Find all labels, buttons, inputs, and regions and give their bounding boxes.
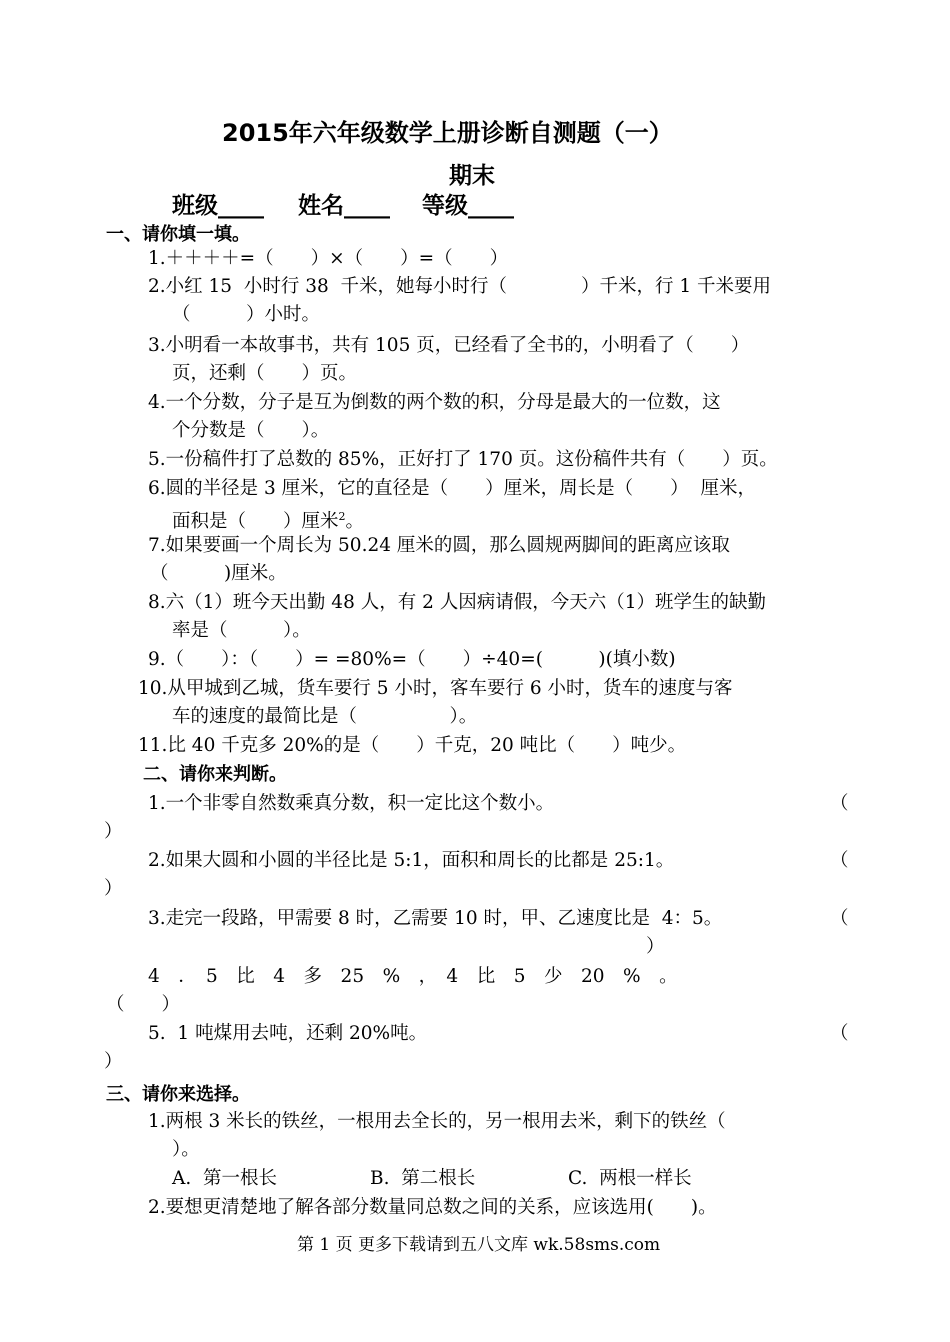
judge-2-paren-open: （	[830, 850, 849, 871]
question-6-text: 面积是（ ）厘米	[172, 511, 339, 533]
judge-2-paren-close: ）	[104, 878, 123, 899]
judge-1-paren-close: ）	[104, 821, 123, 842]
question-4-line2: 个分数是（ ）。	[172, 420, 330, 441]
judge-5-paren-open: （	[830, 1023, 849, 1044]
page-title: 2015年六年级数学上册诊断自测题（一）	[222, 119, 673, 147]
section-heading: 三、请你来选择。	[106, 1084, 250, 1105]
question-10-line2: 车的速度的最简比是（ ）。	[172, 706, 478, 727]
question-4-line1: 4.一个分数，分子是互为倒数的两个数的积，分母是最大的一位数，这	[148, 392, 721, 413]
question-8-line1: 8.六（1）班今天出勤 48 人，有 2 人因病请假，今天六（1）班学生的缺勤	[148, 592, 767, 613]
question-5: 5.一份稿件打了总数的 85%，正好打了 170 页。这份稿件共有（ ）页。	[148, 449, 778, 470]
judge-5: 5. 1 吨煤用去吨，还剩 20%吨。	[148, 1023, 428, 1044]
superscript-2: 2	[338, 510, 346, 523]
judge-4-paren: （ ）	[106, 994, 181, 1015]
question-9: 9.（ ）：（ ）= =80%=（ ）÷40=( )(填小数)	[148, 649, 676, 670]
judge-3: 3.走完一段路，甲需要 8 时，乙需要 10 时，甲、乙速度比是 4：5。	[148, 908, 723, 929]
question-7-line2: （ )厘米。	[150, 563, 287, 584]
question-1: 1.＋＋＋＋=（ ）×（ ）=（ ）	[148, 248, 509, 269]
choice-1-line2: ）。	[172, 1139, 200, 1160]
choice-1-line1: 1.两根 3 米长的铁丝，一根用去全长的，另一根用去米，剩下的铁丝（	[148, 1111, 726, 1132]
choice-1-option-c: C. 两根一样长	[568, 1168, 692, 1189]
judge-1-paren-open: （	[830, 793, 849, 814]
class-field: 班级____	[172, 193, 264, 219]
choice-1-option-a: A. 第一根长	[172, 1168, 278, 1189]
section-heading: 二、请你来判断。	[143, 764, 287, 785]
question-6-line1: 6.圆的半径是 3 厘米，它的直径是（ ）厘米，周长是（ ） 厘米，	[148, 478, 756, 499]
judge-5-paren-close: ）	[104, 1051, 123, 1072]
choice-1-option-b: B. 第二根长	[370, 1168, 476, 1189]
question-7-line1: 7.如果要画一个周长为 50.24 厘米的圆，那么圆规两脚间的距离应该取	[148, 535, 730, 556]
judge-4: 4 ． 5 比 4 多 25 % ， 4 比 5 少 20 % 。	[148, 966, 678, 987]
question-3-line1: 3.小明看一本故事书，共有 105 页，已经看了全书的，小明看了（ ）	[148, 335, 750, 356]
question-6-end: 。	[345, 511, 365, 533]
judge-3-paren-close: ）	[646, 936, 665, 957]
question-2-line1: 2.小红 15 小时行 38 千米，她每小时行（ ）千米，行 1 千米要用	[148, 276, 772, 297]
question-10-line1: 10.从甲城到乙城，货车要行 5 小时，客车要行 6 小时，货车的速度与客	[138, 678, 733, 699]
judge-2: 2.如果大圆和小圆的半径比是 5:1，面积和周长的比都是 25:1。	[148, 850, 675, 871]
name-field: 姓名____	[298, 193, 390, 219]
judge-1: 1.一个非零自然数乘真分数，积一定比这个数小。	[148, 793, 555, 814]
question-11: 11.比 40 千克多 20%的是（ ）千克，20 吨比（ ）吨少。	[138, 735, 687, 756]
question-8-line2: 率是（ ）。	[172, 620, 311, 641]
judge-3-paren-open: （	[830, 908, 849, 929]
page-subtitle: 期末	[449, 163, 495, 189]
question-3-line2: 页，还剩（ ）页。	[172, 363, 358, 384]
choice-2: 2.要想更清楚地了解各部分数量同总数之间的关系，应该选用( )。	[148, 1197, 717, 1218]
section-heading: 一、请你填一填。	[106, 224, 250, 245]
question-2-line2: （ ）小时。	[172, 304, 321, 325]
page-footer: 第 1 页 更多下载请到五八文库 wk.58sms.com	[297, 1235, 661, 1255]
grade-field: 等级____	[422, 193, 514, 219]
